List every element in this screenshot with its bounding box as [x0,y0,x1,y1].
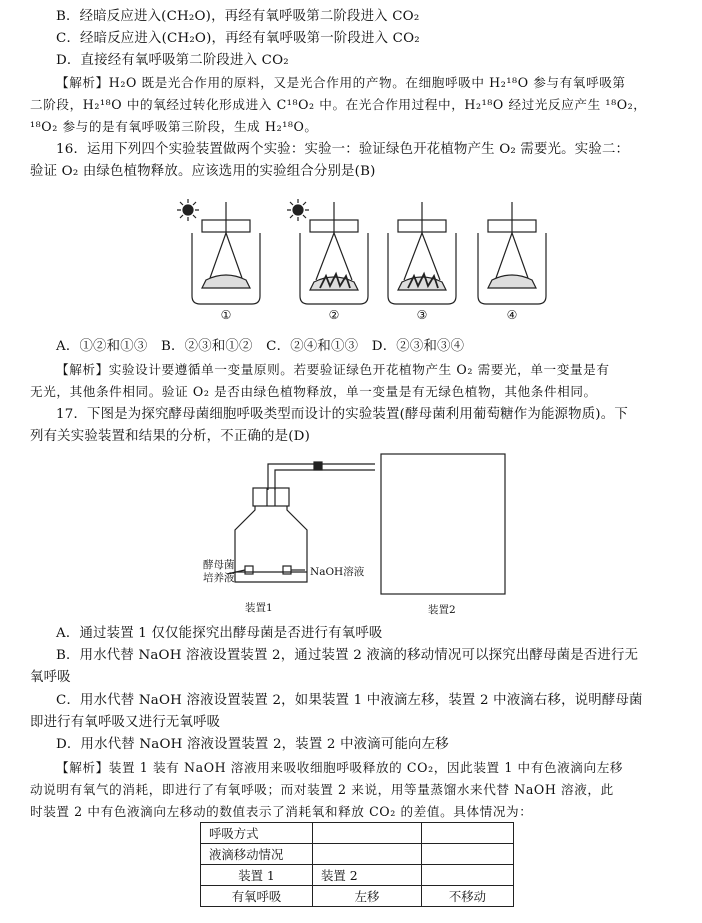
jar-label-3: ③ [416,308,428,322]
q15-option-b: B．经暗反应进入(CH₂O)，再经有氧呼吸第二阶段进入 CO₂ [56,9,420,24]
yeast-culture-label-2: 培养液 [203,572,235,584]
q15-analysis-line2: 二阶段，H₂¹⁸O 中的氧经过转化形成进入 C¹⁸O₂ 中。在光合作用过程中，H₂¹⁸O 经过光反应产生 ¹⁸O₂， [30,97,647,112]
q17-analysis-line3: 时装置 2 中有色液滴向左移动的数值表示了消耗氧和释放 CO₂ 的差值。具体情况为： [30,804,533,819]
device2-caption: 装置2 [428,604,456,616]
q17-stem-line1: 17．下图是为探究酵母菌细胞呼吸类型而设计的实验装置(酵母菌利用葡萄糖作为能源物质)。下 [56,407,628,422]
sun-icon [287,199,309,221]
q16-analysis-line1: 【解析】实验设计要遵循单一变量原则。若要验证绿色开花植物产生 O₂ 需要光，单一变量是有 [56,362,610,377]
q17-option-d: D．用水代替 NaOH 溶液设置装置 2，装置 2 中液滴可能向左移 [56,737,449,752]
q16-stem-line2: 验证 O₂ 由绿色植物释放。应该选用的实验组合分别是(B) [30,164,376,179]
q15-analysis-line3: ¹⁸O₂ 参与的是有氧呼吸第三阶段，生成 H₂¹⁸O。 [30,119,318,134]
yeast-culture-label-1: 酵母菌 [203,559,235,571]
q17-option-b-line1: B．用水代替 NaOH 溶液设置装置 2，通过装置 2 液滴的移动情况可以探究出酵母菌是否进行无 [56,648,639,663]
table-row: 装置 1 装置 2 [201,865,514,886]
q17-analysis-line2: 动说明有氧气的消耗，即进行了有氧呼吸；而对装置 2 来说，用等量蒸馏水来代替 NaOH 溶液，此 [30,782,614,797]
q16-analysis-line2: 无光，其他条件相同。验证 O₂ 是否由绿色植物释放，单一变量是有无绿色植物，其他条件相同。 [30,384,597,399]
table-row: 呼吸方式 [201,823,514,844]
q17-option-b-line2: 氧呼吸 [30,670,71,685]
table-row: 液滴移动情况 [201,844,514,865]
q17-device-figure [195,452,525,618]
sun-icon [177,199,199,221]
q17-analysis-line1: 【解析】装置 1 装有 NaOH 溶液用来吸收细胞呼吸释放的 CO₂，因此装置 1 中有色液滴向左移 [56,760,624,775]
q17-option-c-line2: 即进行有氧呼吸又进行无氧呼吸 [30,715,221,730]
respiration-table [200,822,514,907]
q17-stem-line2: 列有关实验装置和结果的分析，不正确的是(D) [30,429,311,444]
jar-4 [478,202,546,304]
q17-option-a: A．通过装置 1 仅仅能探究出酵母菌是否进行有氧呼吸 [56,626,383,641]
table-row: 有氧呼吸 左移 不移动 [201,886,514,907]
jar-3 [388,202,456,304]
device1-caption: 装置1 [245,602,273,614]
q16-options: A．①②和①③ B．②③和①② C．②④和①③ D．②③和③④ [56,339,465,354]
q17-option-c-line1: C．用水代替 NaOH 溶液设置装置 2，如果装置 1 中液滴左移，装置 2 中液滴右移，说明酵母菌 [56,693,643,708]
jar-label-1: ① [220,308,232,322]
q15-option-d: D．直接经有氧呼吸第二阶段进入 CO₂ [56,53,289,68]
q15-analysis-line1: 【解析】H₂O 既是光合作用的原料，又是光合作用的产物。在细胞呼吸中 H₂¹⁸O 参与有氧呼吸第 [56,75,626,90]
q15-option-c: C．经暗反应进入(CH₂O)，再经有氧呼吸第一阶段进入 CO₂ [56,31,420,46]
jar-label-4: ④ [506,308,518,322]
jar-2 [300,202,368,304]
naoh-label: NaOH溶液 [310,566,365,578]
q16-apparatus-figure [170,188,550,323]
jar-1 [192,202,260,304]
q16-stem-line1: 16．运用下列四个实验装置做两个实验：实验一：验证绿色开花植物产生 O₂ 需要光。实验二： [56,142,630,157]
jar-label-2: ② [328,308,340,322]
